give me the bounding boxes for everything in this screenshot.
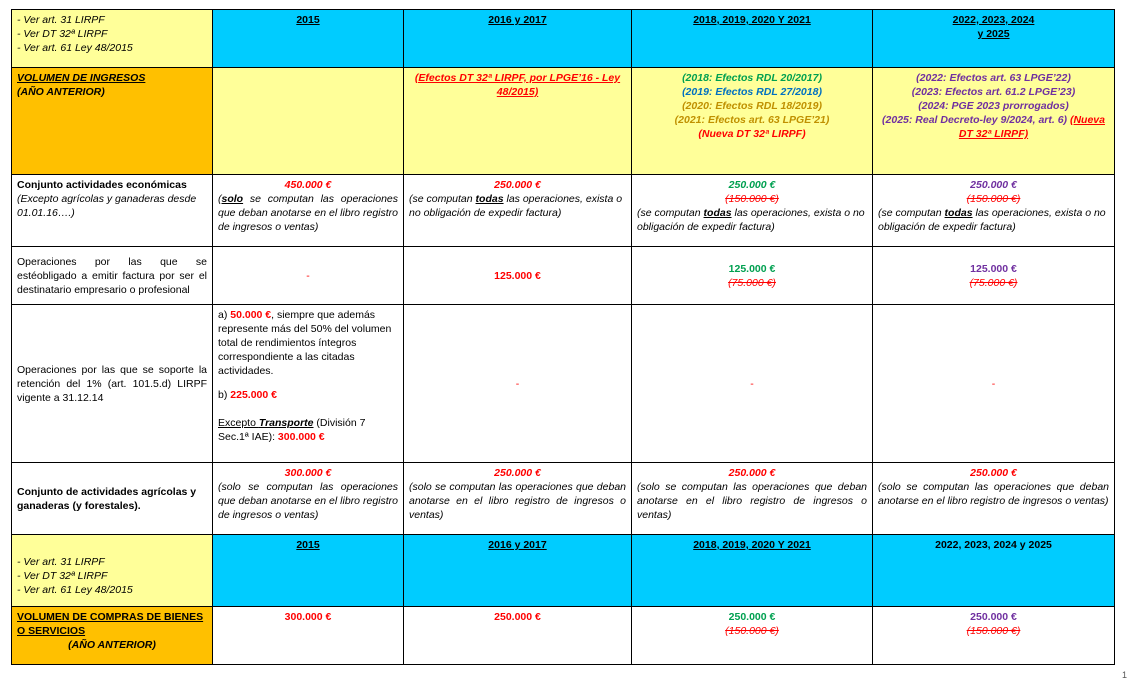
factura-2018: [632, 247, 873, 305]
note-text: (solo se computan las operaciones que deban anotarse en el libro registro de ingresos o ventas): [637, 481, 867, 521]
compras-title: VOLUMEN DE COMPRAS DE BIENES O SERVICIOS: [17, 611, 204, 637]
header-2022-line2: y 2025: [977, 28, 1010, 40]
compras-title-cell: [12, 607, 213, 665]
retencion-label: Operaciones por las que se soporte la retención del 1% (art. 101.5.d) LIRPF vigente a 31.12.14: [12, 305, 213, 463]
compras-2022: [873, 607, 1115, 665]
emph: Transporte: [258, 417, 314, 429]
note-line: (2025: Real Decreto-ley 9/2024, art. 6): [882, 114, 1068, 126]
factura-row: [12, 247, 1115, 305]
reference-line: - Ver DT 32ª LIRPF: [17, 570, 108, 582]
note-text: (solo se computan las operaciones que deban anotarse en el libro registro de ingresos o ventas): [409, 481, 626, 521]
amount: 50.000 €: [230, 309, 272, 321]
factura-2015: -: [213, 247, 404, 305]
amount: 250.000 €: [970, 611, 1017, 623]
factura-2022: [873, 247, 1115, 305]
ingresos-2022-notes: [873, 68, 1115, 175]
economicas-note: (Excepto agrícolas y ganaderas desde 01.01.16….): [17, 193, 197, 219]
ingresos-2018-notes: [632, 68, 873, 175]
old-amount: (150.000 €): [725, 625, 779, 637]
amount: 300.000 €: [284, 467, 332, 479]
amount: 250.000 €: [494, 467, 541, 479]
item-prefix: b): [218, 389, 231, 401]
amount: 450.000 €: [284, 179, 332, 191]
economicas-2015: 450.000 € (solo se computan las operaciones que deban anotarse en el libro registro de ingresos o ventas): [213, 175, 404, 247]
note-text: las operaciones, exista o no obligación de expedir factura): [409, 193, 623, 219]
item-prefix: a): [218, 309, 231, 321]
emph: todas: [944, 207, 973, 219]
page-number: 1: [1122, 670, 1128, 680]
header2-2015: 2015: [213, 535, 404, 607]
note-text: se computan las operaciones que deban anotarse en el libro registro de ingresos o ventas): [218, 193, 398, 233]
retencion-2022: -: [873, 305, 1115, 463]
note-text: (se computan: [637, 207, 704, 219]
header2-2022-2025: 2022, 2023, 2024 y 2025: [873, 535, 1115, 607]
ingresos-subtitle: (AÑO ANTERIOR): [17, 86, 105, 98]
amount: 250.000 €: [728, 179, 776, 191]
economicas-2018: [632, 175, 873, 247]
economicas-2022: [873, 175, 1115, 247]
item-text: Excepto: [218, 417, 259, 429]
amount: 125.000 €: [970, 262, 1017, 275]
references-cell-2: [12, 535, 213, 607]
note-text: (solo se computan las operaciones que deban anotarse en el libro registro de ingresos o ventas): [878, 481, 1109, 507]
compras-2016: 250.000 €: [404, 607, 632, 665]
agricolas-2016: [404, 463, 632, 535]
emph: todas: [703, 207, 732, 219]
compras-row: [12, 607, 1115, 665]
reference-line: - Ver art. 61 Ley 48/2015: [17, 42, 133, 54]
note-text: (se computan: [409, 193, 476, 205]
agricolas-2015: [213, 463, 404, 535]
factura-label: Operaciones por las que se estéobligado a emitir factura por ser el destinatario empresario o profesional: [12, 247, 213, 305]
economicas-row: [12, 175, 1115, 247]
compras-subtitle: (AÑO ANTERIOR): [68, 639, 156, 651]
old-amount: (150.000 €): [966, 625, 1021, 637]
amount: 250.000 €: [728, 467, 776, 479]
old-amount: (150.000 €): [725, 193, 779, 205]
ingresos-2016-note: (Efectos DT 32ª LIRPF, por LPGE’16 - Ley 48/2015): [404, 68, 632, 175]
agricolas-2018: [632, 463, 873, 535]
header-row-2: [12, 535, 1115, 607]
item-text: (División 7 Sec.1ª IAE):: [218, 417, 366, 443]
note-line: (2024: PGE 2023 prorrogados): [918, 100, 1069, 112]
retencion-2016: -: [404, 305, 632, 463]
amount: 225.000 €: [230, 389, 277, 401]
note-line: (2018: Efectos RDL 20/2017): [682, 72, 822, 84]
note-text: las operaciones, exista o no obligación de expedir factura): [878, 207, 1106, 233]
item-text: , siempre que además represente más del 50% del volumen total de rendimientos íntegros correspondiente a las citadas actividades.: [218, 309, 392, 377]
note-line: (2021: Efectos art. 63 LPGE’21): [674, 114, 830, 126]
amount: 250.000 €: [970, 467, 1017, 479]
agricolas-label: Conjunto de actividades agrícolas y ganaderas (y forestales).: [12, 463, 213, 535]
economicas-label: Conjunto actividades económicas: [17, 179, 187, 191]
old-amount: (150.000 €): [966, 193, 1021, 205]
ingresos-title-cell: [12, 68, 213, 175]
header-row-1: [12, 10, 1115, 68]
header-2018-2021: 2018, 2019, 2020 Y 2021: [632, 10, 873, 68]
reference-line: - Ver art. 31 LIRPF: [17, 556, 105, 568]
header-2022-line1: 2022, 2023, 2024: [952, 14, 1035, 26]
amount: 300.000 €: [277, 431, 325, 443]
note-line: (2019: Efectos RDL 27/2018): [682, 86, 822, 98]
retencion-2015: [213, 305, 404, 463]
economicas-label-cell: [12, 175, 213, 247]
old-amount: (75.000 €): [728, 276, 776, 289]
amount: 250.000 €: [970, 179, 1017, 191]
agricolas-2022: [873, 463, 1115, 535]
reference-line: - Ver art. 31 LIRPF: [17, 14, 105, 26]
references-cell: [12, 10, 213, 68]
emph: todas: [475, 193, 504, 205]
note-line: (Nueva DT 32ª LIRPF): [698, 128, 806, 140]
retencion-2018: -: [632, 305, 873, 463]
note-text: (se computan: [878, 207, 945, 219]
reference-line: - Ver DT 32ª LIRPF: [17, 28, 108, 40]
compras-2018: [632, 607, 873, 665]
ingresos-2015: [213, 68, 404, 175]
note-line: (2023: Efectos art. 61.2 LPGE’23): [911, 86, 1076, 98]
ingresos-row: [12, 68, 1115, 175]
amount: 250.000 €: [728, 611, 776, 623]
reference-line: - Ver art. 61 Ley 48/2015: [17, 584, 133, 596]
note-line: (Nueva DT 32ª LIRPF): [958, 114, 1105, 140]
header-2015: 2015: [213, 10, 404, 68]
note-line: (2020: Efectos RDL 18/2019): [682, 100, 822, 112]
retencion-row: [12, 305, 1115, 463]
compras-2015: 300.000 €: [213, 607, 404, 665]
header-2016-2017: 2016 y 2017: [404, 10, 632, 68]
note-text: (solo se computan las operaciones que deban anotarse en el libro registro de ingresos o ventas): [218, 481, 398, 521]
header2-2016-2017: 2016 y 2017: [404, 535, 632, 607]
agricolas-row: [12, 463, 1115, 535]
header2-2018-2021: 2018, 2019, 2020 Y 2021: [632, 535, 873, 607]
note-line: (2022: Efectos art. 63 LPGE’22): [916, 72, 1071, 84]
amount: 125.000 €: [728, 262, 776, 275]
emph: solo: [221, 193, 244, 205]
note-text: las operaciones, exista o no obligación de expedir factura): [637, 207, 865, 233]
factura-2016: 125.000 €: [404, 247, 632, 305]
economicas-2016: [404, 175, 632, 247]
header-2022-2025: [873, 10, 1115, 68]
old-amount: (75.000 €): [969, 276, 1018, 289]
limits-table: [11, 9, 1115, 665]
amount: 250.000 €: [494, 179, 541, 191]
ingresos-title: VOLUMEN DE INGRESOS: [17, 72, 146, 84]
